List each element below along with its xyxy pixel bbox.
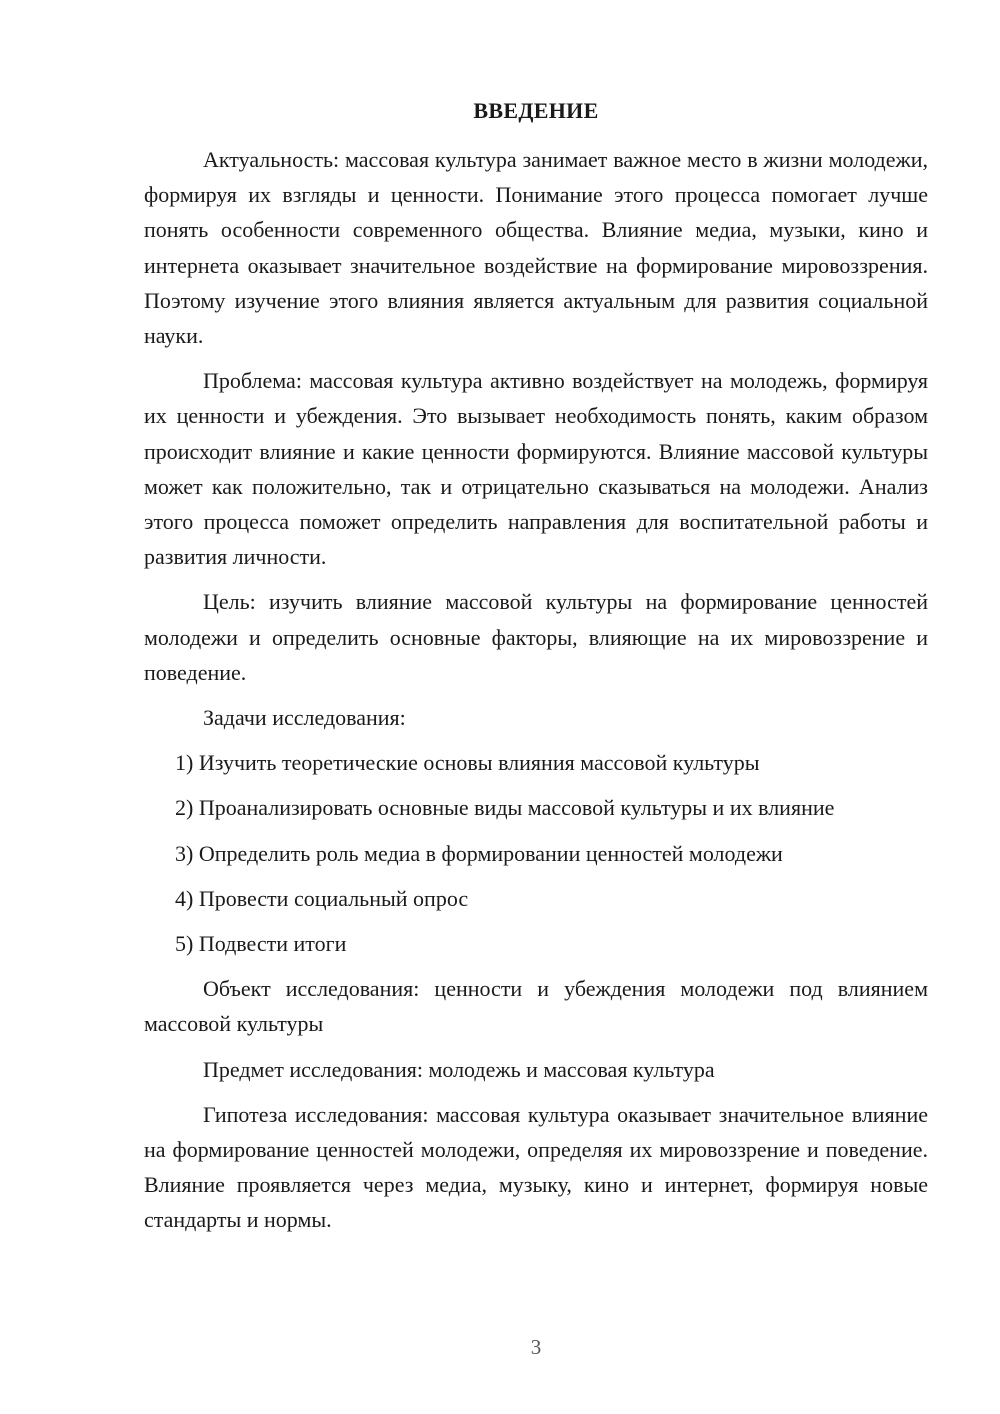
- goal-paragraph: Цель: изучить влияние массовой культуры на формирование ценностей молодежи и определить основные факторы, влияющие на их мировоззрение и поведение.: [144, 589, 928, 685]
- list-item: 1) Изучить теоретические основы влияния массовой культуры: [175, 750, 760, 776]
- list-item: 4) Провести социальный опрос: [175, 885, 469, 911]
- relevance-paragraph: Актуальность: массовая культура занимает важное место в жизни молодежи, формируя их взгляды и ценности. Понимание этого процесса помогает лучше понять особенности современного общества. Влияние медиа, музыки, кино и интернета оказывает значительное воздействие на формирование мировоззрения. Поэтому изучение этого влияния является актуальным для развития социальной науки.: [144, 147, 928, 349]
- list-item: 3) Определить роль медиа в формировании ценностей молодежи: [175, 840, 783, 866]
- section-heading: ВВЕДЕНИЕ: [473, 98, 599, 123]
- tasks-heading: Задачи исследования:: [203, 705, 406, 731]
- document-body: [144, 142, 928, 1248]
- list-item: 2) Проанализировать основные виды массовой культуры и их влияние: [175, 795, 835, 821]
- research-subject-paragraph: Предмет исследования: молодежь и массовая культура: [203, 1056, 715, 1082]
- list-item: 5) Подвести итоги: [175, 931, 347, 957]
- research-tasks-list: [144, 745, 928, 961]
- hypothesis-paragraph: Гипотеза исследования: массовая культура оказывает значительное влияние на формирование ценностей молодежи, определяя их мировоззрение и поведение. Влияние проявляется через медиа, музыку, кино и интернет, формируя новые стандарты и нормы.: [144, 1101, 928, 1233]
- research-object-paragraph: Объект исследования: ценности и убеждения молодежи под влиянием массовой культуры: [144, 976, 928, 1037]
- page-number: 3: [530, 1335, 542, 1359]
- problem-paragraph: Проблема: массовая культура активно воздействует на молодежь, формируя их ценности и убеждения. Это вызывает необходимость понять, каким образом происходит влияние и какие ценности формируются. Влияние массовой культуры может как положительно, так и отрицательно сказываться на молодежи. Анализ этого процесса поможет определить направления для воспитательной работы и развития личности.: [144, 368, 928, 570]
